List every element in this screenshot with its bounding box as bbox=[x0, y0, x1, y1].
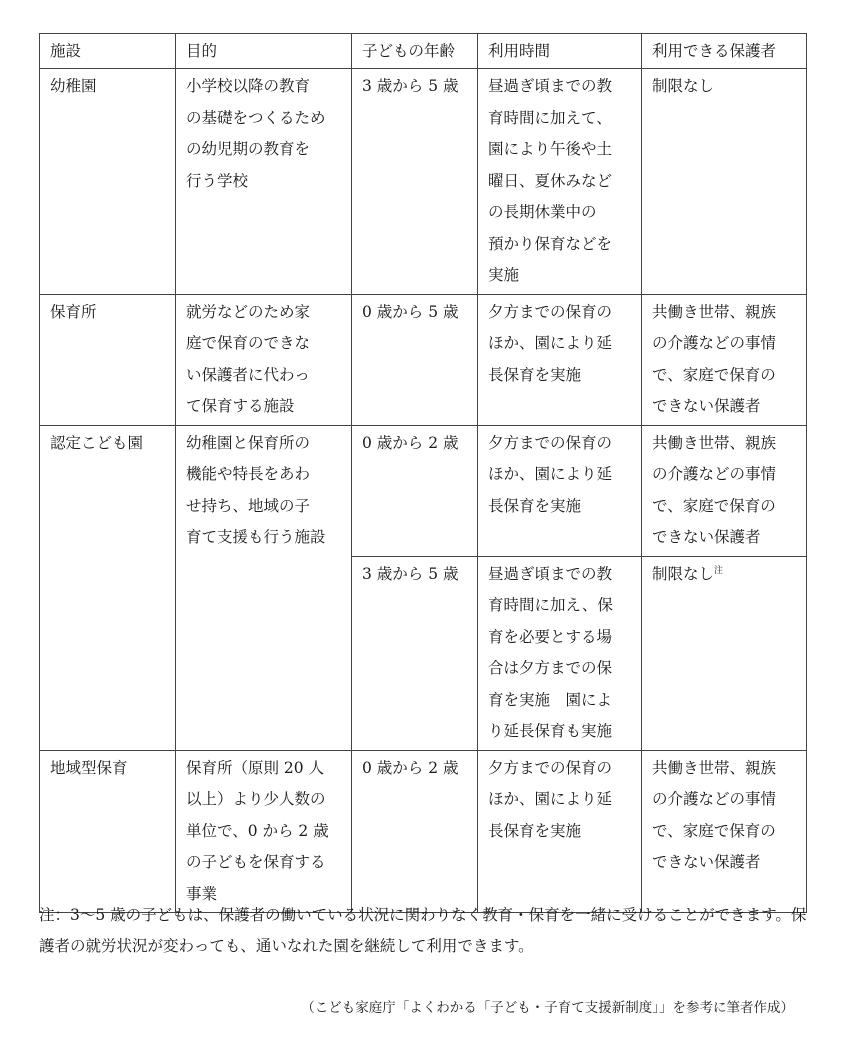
table-row bbox=[40, 69, 807, 295]
facility-cell: 幼稚園 bbox=[40, 69, 176, 295]
header-purpose: 目的 bbox=[176, 34, 352, 69]
age-cell: 0 歳から 2 歳 bbox=[352, 425, 478, 556]
table-row bbox=[40, 425, 807, 556]
hours-cell: 夕方までの保育の ほか、園により延 長保育を実施 bbox=[478, 294, 642, 425]
childcare-facilities-table bbox=[39, 33, 807, 913]
guardians-cell: 共働き世帯、親族 の介護などの事情 で、家庭で保育の できない保護者 bbox=[642, 294, 807, 425]
table-header-row bbox=[40, 34, 807, 69]
facility-cell: 地域型保育 bbox=[40, 750, 176, 913]
header-eligible-guardians: 利用できる保護者 bbox=[642, 34, 807, 69]
facility-cell: 認定こども園 bbox=[40, 425, 176, 750]
hours-cell: 昼過ぎ頃までの教 育時間に加えて、 園により午後や土 曜日、夏休みなど の長期休業中の 預かり保育などを 実施 bbox=[478, 69, 642, 295]
guardians-text: 制限なし bbox=[652, 564, 715, 583]
table-row bbox=[40, 294, 807, 425]
age-cell: 3 歳から 5 歳 bbox=[352, 556, 478, 750]
age-cell: 0 歳から 5 歳 bbox=[352, 294, 478, 425]
age-cell: 0 歳から 2 歳 bbox=[352, 750, 478, 913]
guardians-cell: 制限なし bbox=[642, 69, 807, 295]
header-child-age: 子どもの年齢 bbox=[352, 34, 478, 69]
guardians-cell: 共働き世帯、親族 の介護などの事情 で、家庭で保育の できない保護者 bbox=[642, 425, 807, 556]
purpose-cell: 保育所（原則 20 人 以上）より少人数の 単位で、0 から 2 歳 の子どもを保育する 事業 bbox=[176, 750, 352, 913]
age-cell: 3 歳から 5 歳 bbox=[352, 69, 478, 295]
guardians-cell: 共働き世帯、親族 の介護などの事情 で、家庭で保育の できない保護者 bbox=[642, 750, 807, 913]
hours-cell: 夕方までの保育の ほか、園により延 長保育を実施 bbox=[478, 750, 642, 913]
facility-cell: 保育所 bbox=[40, 294, 176, 425]
header-facility: 施設 bbox=[40, 34, 176, 69]
guardians-cell bbox=[642, 556, 807, 750]
purpose-cell: 就労などのため家 庭で保育のできな い保護者に代わっ て保育する施設 bbox=[176, 294, 352, 425]
hours-cell: 昼過ぎ頃までの教 育時間に加え、保 育を必要とする場 合は夕方までの保 育を実施 園によ り延長保育も実施 bbox=[478, 556, 642, 750]
note-mark: 注 bbox=[714, 565, 724, 576]
hours-cell: 夕方までの保育の ほか、園により延 長保育を実施 bbox=[478, 425, 642, 556]
table-row bbox=[40, 750, 807, 913]
header-usage-hours: 利用時間 bbox=[478, 34, 642, 69]
purpose-cell: 小学校以降の教育 の基礎をつくるため の幼児期の教育を 行う学校 bbox=[176, 69, 352, 295]
purpose-cell: 幼稚園と保育所の 機能や特長をあわ せ持ち、地域の子 育て支援も行う施設 bbox=[176, 425, 352, 750]
source-citation: （こども家庭庁「よくわかる「子ども・子育て支援新制度」」を参考に筆者作成） bbox=[301, 1000, 794, 1016]
table-footnote: 注：3～5 歳の子どもは、保護者の働いている状況に関わりなく教育・保育を一緒に受けることができます。保護者の就労状況が変わっても、通いなれた園を継続して利用できます。 bbox=[39, 906, 807, 955]
